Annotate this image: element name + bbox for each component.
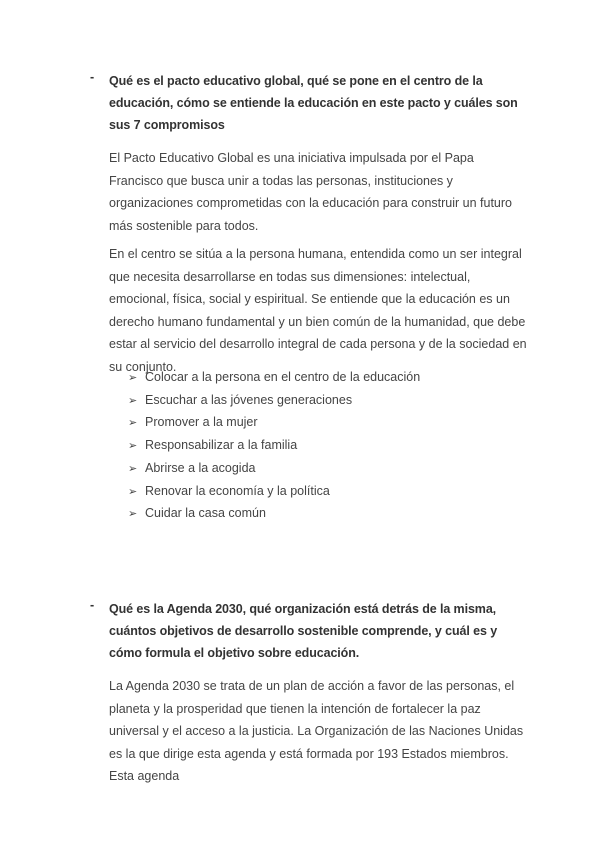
arrow-bullet-icon: ➢ (128, 462, 138, 475)
list-item: ➢ Cuidar la casa común (128, 503, 420, 526)
list-item: ➢ Renovar la economía y la política (128, 481, 420, 504)
arrow-bullet-icon: ➢ (128, 440, 138, 453)
list-item: ➢ Escuchar a las jóvenes generaciones (128, 390, 420, 413)
arrow-bullet-icon: ➢ (128, 417, 138, 430)
list-dash: - (90, 598, 95, 612)
arrow-bullet-icon: ➢ (128, 394, 138, 407)
question-heading-agenda (90, 598, 530, 664)
list-item: ➢ Abrirse a la acogida (128, 458, 420, 481)
list-dash: - (90, 70, 95, 84)
arrow-bullet-icon: ➢ (128, 485, 138, 498)
commitments-list (128, 367, 420, 526)
list-item: ➢ Promover a la mujer (128, 412, 420, 435)
arrow-bullet-icon: ➢ (128, 508, 138, 521)
paragraph-pacto-intro: El Pacto Educativo Global es una iniciativa impulsada por el Papa Francisco que busca unir a todas las personas, instituciones y organizaciones comprometidas con la educación para construir un futuro más sostenible para todos. (109, 151, 513, 233)
question-text: Qué es el pacto educativo global, qué se pone en el centro de la educación, cómo se entiende la educación en este pacto y cuáles son sus 7 compromisos (109, 74, 518, 132)
question-heading-pacto (90, 70, 530, 136)
question-text: Qué es la Agenda 2030, qué organización está detrás de la misma, cuántos objetivos de desarrollo sostenible comprende, y cuál es y cómo formula el objetivo sobre educación. (109, 602, 498, 660)
paragraph-agenda-intro: La Agenda 2030 se trata de un plan de acción a favor de las personas, el planeta y la prosperidad que tienen la intención de fortalecer la paz universal y el acceso a la justicia. La Organización de las Naciones Unidas es la que dirige esta agenda y está formada por 193 Estados miembros. Esta agenda (109, 679, 524, 783)
paragraph-pacto-centro: En el centro se sitúa a la persona humana, entendida como un ser integral que necesita desarrollarse en todas sus dimensiones: intelectual, emocional, física, social y espiritual. Se entiende que la educación es un derecho humano fundamental y un bien común de la humanidad, que debe estar al servicio del desarrollo integral de cada persona y de la sociedad en su conjunto. (109, 247, 527, 374)
list-item: ➢ Colocar a la persona en el centro de la educación (128, 367, 420, 390)
arrow-bullet-icon: ➢ (128, 372, 138, 384)
list-item: ➢ Responsabilizar a la familia (128, 435, 420, 458)
